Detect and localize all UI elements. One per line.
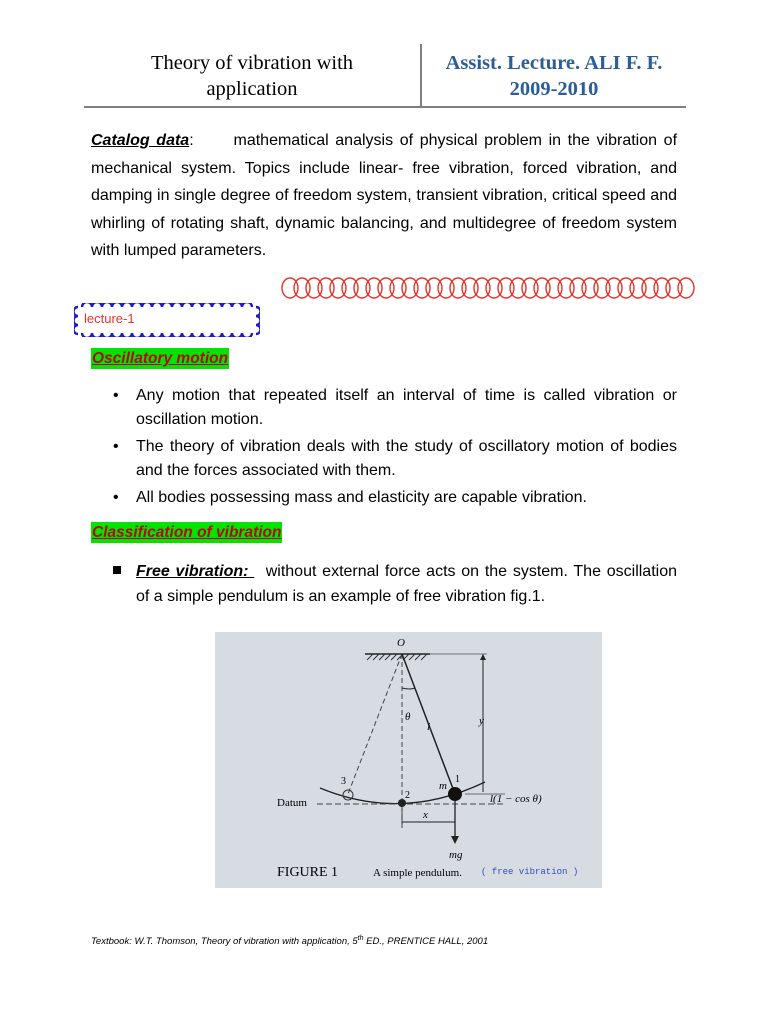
square-bullet-icon	[113, 566, 121, 574]
footer-text-before: Textbook: W.T. Thomson, Theory of vibration with application, 5	[91, 936, 358, 948]
header-divider-horizontal	[84, 106, 686, 108]
label-mg: mg	[449, 849, 463, 861]
bullet-icon: •	[113, 438, 119, 455]
page-header	[84, 44, 686, 108]
catalog-colon: :	[189, 132, 194, 149]
footer-textbook-reference	[91, 935, 488, 947]
label-l: l	[427, 721, 431, 733]
footer-sup: th	[357, 935, 364, 942]
catalog-paragraph	[91, 127, 677, 265]
free-vibration-text: without external force acts on the system. The oscillation of a simple pendulum is an example of free vibration fig.1.	[136, 563, 677, 605]
label-1: 1	[455, 774, 460, 785]
label-cos: l(1 − cos θ)	[490, 793, 542, 805]
wavy-divider	[280, 275, 700, 301]
label-o: O	[397, 637, 405, 649]
course-title	[84, 50, 420, 102]
course-title-line1: Theory of vibration with	[150, 52, 354, 74]
author-block	[422, 50, 686, 102]
pendulum-figure	[215, 632, 602, 888]
list-item	[113, 384, 677, 431]
oscillatory-heading: Oscillatory motion	[92, 350, 229, 367]
bullet-text: The theory of vibration deals with the study of oscillatory motion of bodies and the forces associated with them.	[136, 438, 677, 479]
label-x: x	[423, 809, 428, 821]
caption-note: ( free vibration )	[481, 867, 579, 877]
label-y: y	[479, 715, 484, 727]
oscillatory-bullet-list	[113, 384, 677, 514]
lecture-label-box	[74, 303, 260, 337]
free-vibration-label: Free vibration:	[136, 563, 255, 580]
catalog-label: Catalog data	[91, 132, 190, 149]
caption-text: A simple pendulum.	[373, 867, 462, 879]
academic-years: 2009-2010	[509, 78, 599, 100]
label-datum: Datum	[277, 797, 307, 809]
label-theta: θ	[405, 711, 411, 723]
bullet-text: Any motion that repeated itself an interval of time is called vibration or oscillation motion.	[136, 387, 677, 428]
list-item	[113, 435, 677, 482]
lecture-label: lecture-1	[84, 311, 135, 326]
bullet-text: All bodies possessing mass and elasticity are capable vibration.	[136, 489, 587, 506]
footer-text-after: ED., PRENTICE HALL, 2001	[363, 936, 489, 948]
label-2: 2	[405, 790, 410, 801]
label-m: m	[439, 780, 447, 792]
label-3: 3	[341, 776, 346, 787]
classification-heading: Classification of vibration	[92, 524, 282, 541]
list-item	[113, 486, 677, 510]
bullet-icon: •	[113, 489, 119, 506]
bullet-icon: •	[113, 387, 119, 404]
caption-number: FIGURE 1	[277, 865, 339, 880]
pendulum-diagram	[215, 632, 602, 888]
author-name: Assist. Lecture. ALI F. F.	[445, 52, 663, 74]
catalog-text: mathematical analysis of physical problem in the vibration of mechanical system. Topics include linear- free vibration, forced vibration, and damping in single degree of freedom system, transient vibration, critical speed and whirling of rotating shaft, dynamic balancing, and multidegree of freedom system with lumped parameters.	[91, 132, 678, 260]
course-title-line2: application	[206, 78, 298, 100]
free-vibration-item	[113, 560, 677, 609]
free-vibration-body	[113, 560, 677, 609]
